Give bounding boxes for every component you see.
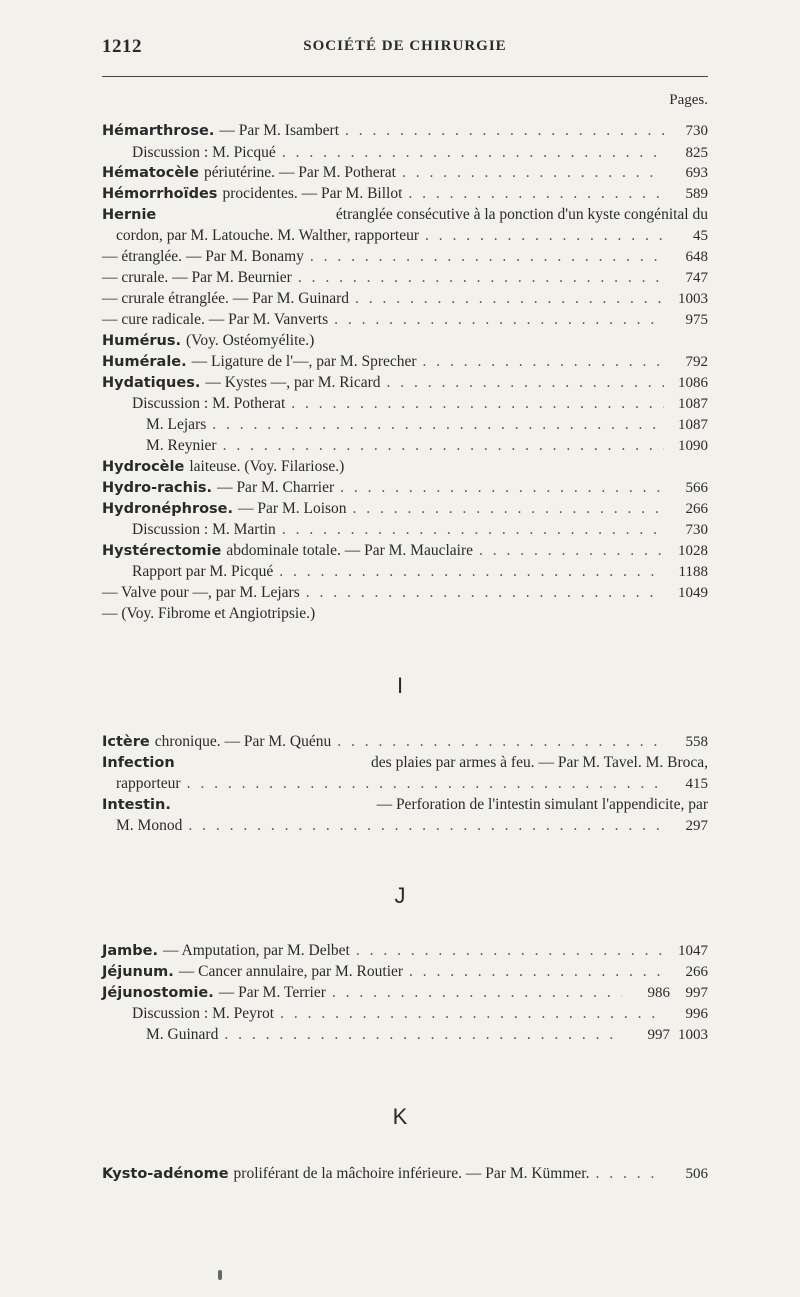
index-entry: Hydro-rachis. — Par M. Charrier . . . 566 bbox=[102, 477, 708, 499]
index-entry: Hernie étranglée consécutive à la ponction d'un kyste congénital du bbox=[102, 206, 708, 223]
index-entry: — Valve pour —, par M. Lejars . . . 1049 bbox=[102, 582, 708, 604]
index-entry: Hémorrhoïdes procidentes. — Par M. Billot . . . 589 bbox=[102, 183, 708, 205]
index-entry: Kysto-adénome proliférant de la mâchoire inférieure. — Par M. Kümmer. . . . 506 bbox=[102, 1163, 708, 1185]
index-entry: Discussion : M. Picqué . . . 825 bbox=[132, 142, 708, 164]
pages-column-label: Pages. bbox=[669, 92, 708, 108]
header-rule bbox=[102, 76, 708, 77]
index-entry: M. Guinard . . . 997 1003 bbox=[146, 1024, 708, 1046]
index-entry: Discussion : M. Martin . . . 730 bbox=[132, 519, 708, 541]
index-entry: M. Monod . . . 297 bbox=[116, 815, 708, 837]
index-entry: Jéjunum. — Cancer annulaire, par M. Routier . . . 266 bbox=[102, 961, 708, 983]
index-entry: Discussion : M. Potherat . . . 1087 bbox=[132, 393, 708, 415]
index-entry: M. Lejars . . . 1087 bbox=[146, 414, 708, 436]
section-letter-k: K bbox=[392, 1104, 408, 1129]
index-entry: Discussion : M. Peyrot . . . 996 bbox=[132, 1003, 708, 1025]
index-entry: Hydatiques. — Kystes —, par M. Ricard . . . 1086 bbox=[102, 372, 708, 394]
running-title: SOCIÉTÉ DE CHIRURGIE bbox=[303, 38, 507, 54]
index-entry: Hystérectomie abdominale totale. — Par M. Mauclaire . . . 1028 bbox=[102, 540, 708, 562]
index-entry: Hémarthrose. — Par M. Isambert . . . 730 bbox=[102, 120, 708, 142]
index-entry: Jéjunostomie. — Par M. Terrier . . . 986 997 bbox=[102, 982, 708, 1004]
index-entry: Hématocèle périutérine. — Par M. Potherat . . . 693 bbox=[102, 162, 708, 184]
index-entry: — crurale. — Par M. Beurnier . . . 747 bbox=[102, 267, 708, 289]
index-entry: Infection des plaies par armes à feu. — Par M. Tavel. M. Broca, bbox=[102, 754, 708, 771]
index-entry: — (Voy. Fibrome et Angiotripsie.) bbox=[102, 605, 316, 622]
page-header bbox=[102, 36, 708, 60]
index-entry: cordon, par M. Latouche. M. Walther, rapporteur . . . 45 bbox=[116, 225, 708, 247]
section-letter-j: J bbox=[394, 883, 406, 908]
index-entry: rapporteur . . . 415 bbox=[116, 773, 708, 795]
section-letter-i: I bbox=[396, 673, 404, 698]
index-entry: M. Reynier . . . 1090 bbox=[146, 435, 708, 457]
index-entry: Rapport par M. Picqué . . . 1188 bbox=[132, 561, 708, 583]
index-entry: — étranglée. — Par M. Bonamy . . . 648 bbox=[102, 246, 708, 268]
page-number: 1212 bbox=[102, 36, 142, 57]
index-entry: — cure radicale. — Par M. Vanverts . . . 975 bbox=[102, 309, 708, 331]
index-entry: Humérale. — Ligature de l'—, par M. Sprecher . . . 792 bbox=[102, 351, 708, 373]
index-entry: — crurale étranglée. — Par M. Guinard . . . 1003 bbox=[102, 288, 708, 310]
index-entry: Ictère chronique. — Par M. Quénu . . . 558 bbox=[102, 731, 708, 753]
index-entry: Jambe. — Amputation, par M. Delbet . . . 1047 bbox=[102, 940, 708, 962]
index-entry: Intestin. — Perforation de l'intestin simulant l'appendicite, par bbox=[102, 796, 708, 813]
index-entry: Hydrocèle laiteuse. (Voy. Filariose.) bbox=[102, 458, 345, 475]
index-entry: Humérus. (Voy. Ostéomyélite.) bbox=[102, 332, 315, 349]
index-entry: Hydronéphrose. — Par M. Loison . . . 266 bbox=[102, 498, 708, 520]
ink-speck bbox=[218, 1270, 222, 1280]
